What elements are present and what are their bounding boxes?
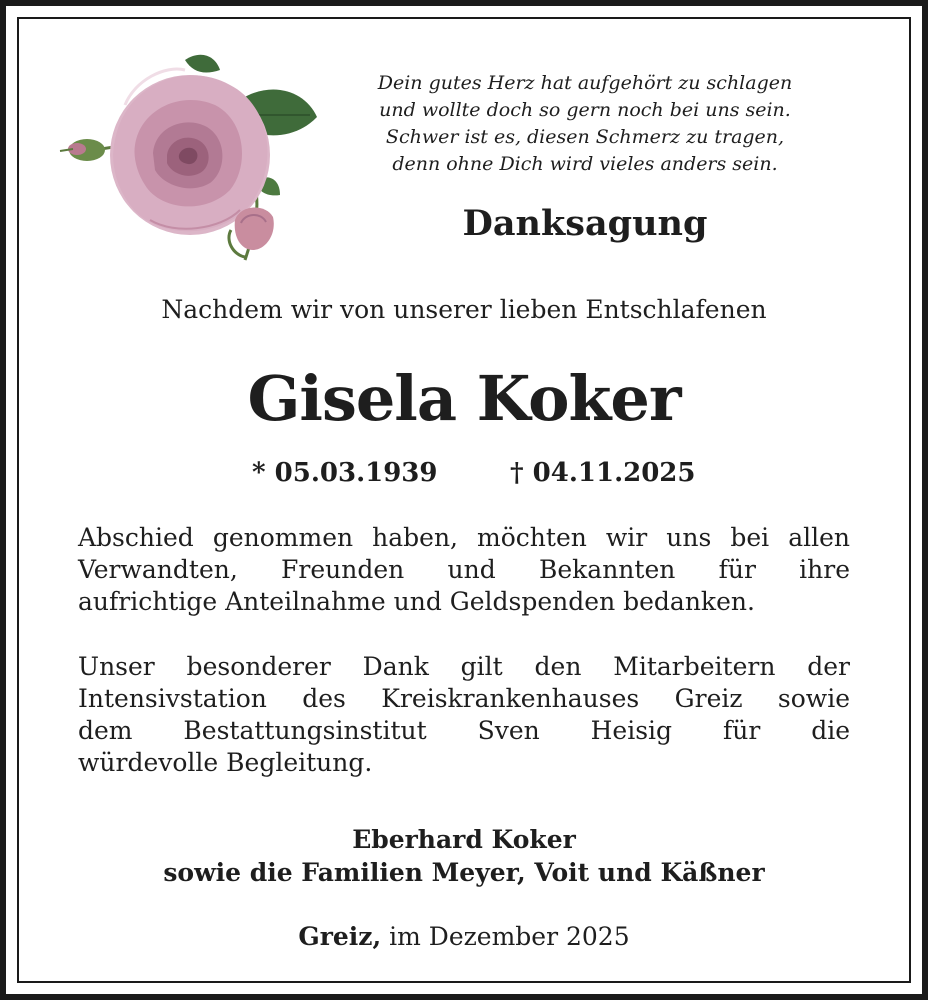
place-date-text: im Dezember 2025 — [389, 922, 630, 951]
deceased-name: Gisela Koker — [247, 362, 681, 435]
paragraph-line: Unser besonderer Dank gilt den Mitarbeitern der — [78, 652, 850, 681]
paragraph-line: Verwandten, Freunden und Bekannten für ihre — [78, 555, 850, 584]
poem-line: denn ohne Dich wird vieles anders sein. — [392, 153, 778, 175]
place-city: Greiz, — [298, 922, 382, 951]
death-date: † 04.11.2025 — [510, 458, 696, 488]
poem-line: und wollte doch so gern noch bei uns sein. — [379, 99, 791, 121]
paragraph-line: Abschied genommen haben, möchten wir uns bei allen — [78, 523, 850, 552]
signature-families: sowie die Familien Meyer, Voit und Käßner — [163, 858, 765, 887]
paragraph-line: würdevolle Begleitung. — [78, 748, 373, 777]
thanks-paragraph — [78, 522, 850, 618]
poem — [330, 70, 840, 178]
heading: Danksagung — [462, 203, 708, 244]
signature-primary: Eberhard Koker — [352, 825, 576, 854]
paragraph-line: aufrichtige Anteilnahme und Geldspenden bedanken. — [78, 587, 755, 616]
poem-line: Dein gutes Herz hat aufgehört zu schlagen — [377, 72, 793, 94]
paragraph-line: Intensivstation des Kreiskrankenhauses Greiz sowie — [78, 684, 850, 713]
paragraph-line: dem Bestattungsinstitut Sven Heisig für die — [78, 716, 850, 745]
birth-date: * 05.03.1939 — [252, 458, 438, 488]
special-thanks-paragraph — [78, 651, 850, 779]
intro-text: Nachdem wir von unserer lieben Entschlafenen — [161, 295, 767, 324]
place-date — [60, 922, 868, 951]
poem-line: Schwer ist es, diesen Schmerz zu tragen, — [385, 126, 785, 148]
rose-icon — [55, 45, 325, 270]
